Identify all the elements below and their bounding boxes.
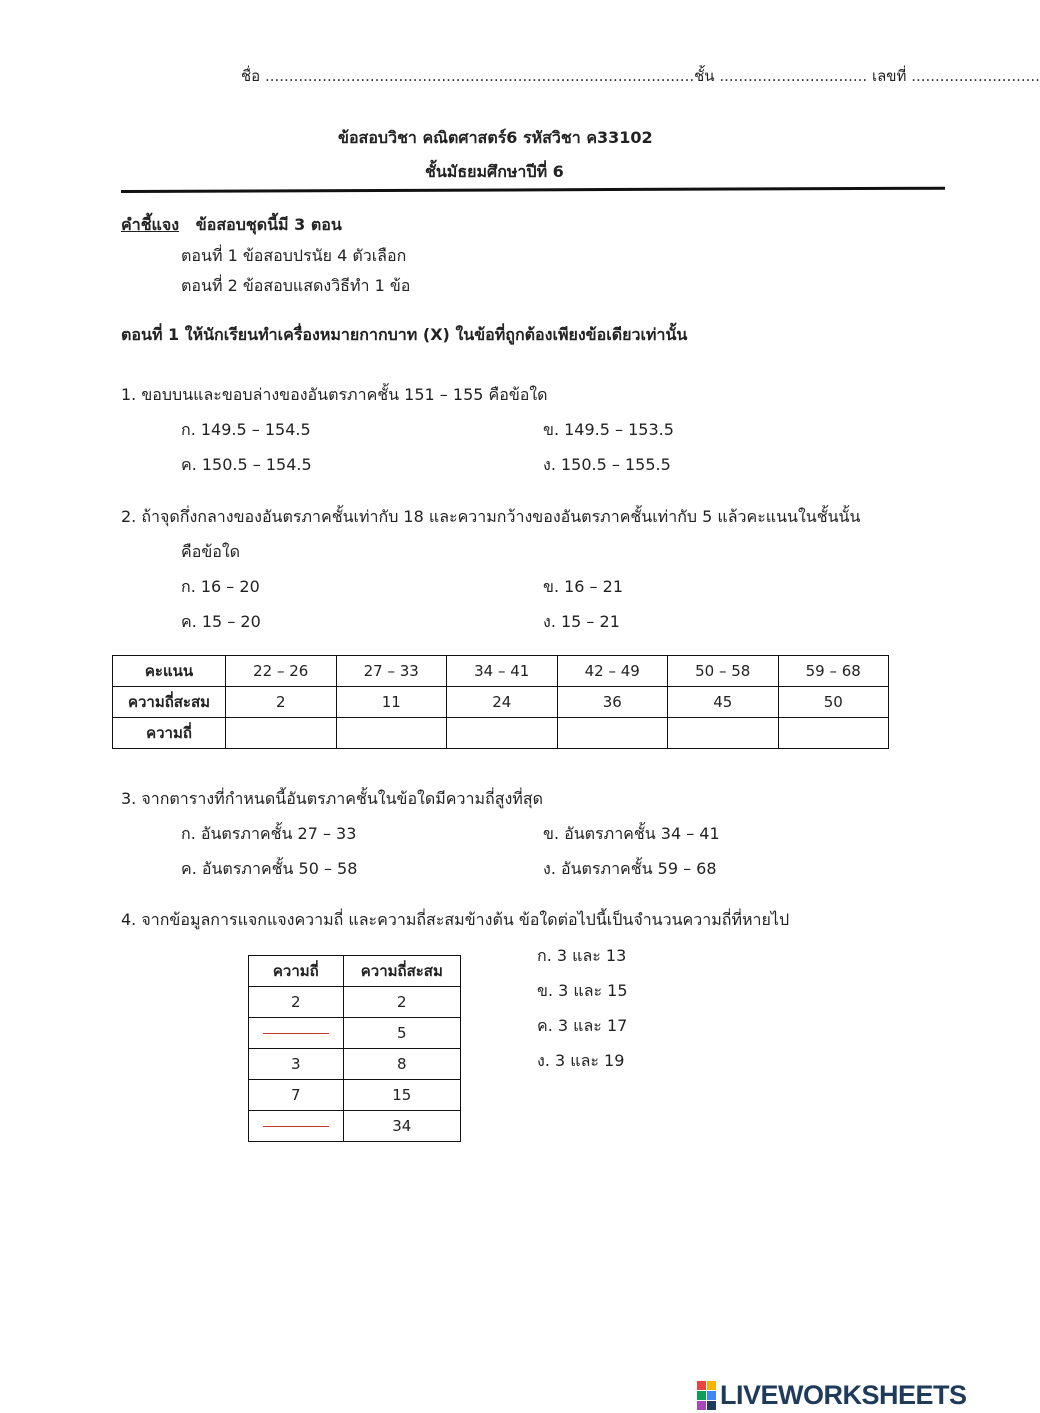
instructions-part1: ตอนที่ 1 ข้อสอบปรนัย 4 ตัวเลือก [181, 246, 407, 265]
score-header: คะแนน [113, 656, 226, 687]
q2-option-b[interactable]: ข. 16 – 21 [543, 577, 623, 596]
cumulative-cell: 5 [343, 1018, 460, 1049]
score-cell: 59 – 68 [778, 656, 889, 687]
table-row [249, 987, 461, 1018]
cumulative-cell: 2 [343, 987, 460, 1018]
cumulative-cell: 36 [557, 687, 668, 718]
name-blank[interactable]: .......................................................................................... [264, 67, 695, 85]
q4-text: 4. จากข้อมูลการแจกแจงความถี่ และความถี่สะสมข้างต้น ข้อใดต่อไปนี้เป็นจำนวนความถี่ที่หายไป [121, 910, 790, 929]
q3-option-b[interactable]: ข. อันตรภาคชั้น 34 – 41 [543, 824, 720, 843]
name-label: ชื่อ [241, 67, 261, 85]
freq-cell: 2 [249, 987, 344, 1018]
q4-option-d[interactable]: ง. 3 และ 19 [537, 1051, 625, 1070]
freq-col-header: ความถี่ [249, 956, 344, 987]
exam-title: ข้อสอบวิชา คณิตศาสตร์6 รหัสวิชา ค33102 [338, 128, 653, 147]
student-info-line [241, 64, 1040, 88]
frequency-table [112, 655, 889, 749]
class-blank[interactable]: ............................... [719, 67, 868, 85]
table-header-row [249, 956, 461, 987]
frequency-blank-cell[interactable] [668, 718, 779, 749]
q1-option-d[interactable]: ง. 150.5 – 155.5 [543, 455, 671, 474]
q3-option-c[interactable]: ค. อันตรภาคชั้น 50 – 58 [181, 859, 358, 878]
instructions-text: ข้อสอบชุดนี้มี 3 ตอน [195, 215, 342, 234]
cumulative-cell: 45 [668, 687, 779, 718]
score-cell: 42 – 49 [557, 656, 668, 687]
frequency-blank-cell[interactable] [336, 718, 447, 749]
cumulative-cell: 24 [447, 687, 558, 718]
q3-text: 3. จากตารางที่กำหนดนี้อันตรภาคชั้นในข้อใดมีความถี่สูงที่สุด [121, 789, 543, 808]
q2-option-a[interactable]: ก. 16 – 20 [181, 577, 260, 596]
frequency-blank-cell[interactable] [557, 718, 668, 749]
freq-cell: 7 [249, 1080, 344, 1111]
cumulative-cell: 34 [343, 1111, 460, 1142]
q2-text-cont: คือข้อใด [181, 542, 241, 561]
score-cell: 50 – 58 [668, 656, 779, 687]
class-label: ชั้น [694, 67, 715, 85]
q1-option-c[interactable]: ค. 150.5 – 154.5 [181, 455, 312, 474]
number-label: เลขที่ [871, 67, 907, 85]
cumulative-col-header: ความถี่สะสม [343, 956, 460, 987]
frequency-blank-cell[interactable] [226, 718, 337, 749]
table-row [249, 1018, 461, 1049]
q2-text: 2. ถ้าจุดกึ่งกลางของอันตรภาคชั้นเท่ากับ 18 และความกว้างของอันตรภาคชั้นเท่ากับ 5 แล้วคะแนนในชั้นนั้น [121, 507, 861, 526]
q1-option-a[interactable]: ก. 149.5 – 154.5 [181, 420, 311, 439]
logo-block [697, 1401, 706, 1410]
part1-heading: ตอนที่ 1 ให้นักเรียนทำเครื่องหมายกากบาท (X) ในข้อที่ถูกต้องเพียงข้อเดียวเท่านั้น [121, 325, 688, 344]
frequency-blank-cell[interactable] [778, 718, 889, 749]
freq-cell: 3 [249, 1049, 344, 1080]
table-row [249, 1111, 461, 1142]
q2-option-d[interactable]: ง. 15 – 21 [543, 612, 620, 631]
logo-block [707, 1381, 716, 1390]
q1-option-b[interactable]: ข. 149.5 – 153.5 [543, 420, 674, 439]
number-blank[interactable]: ........................... [911, 67, 1040, 85]
title-divider [121, 187, 945, 193]
q1-text: 1. ขอบบนและขอบล่างของอันตรภาคชั้น 151 – 155 คือข้อใด [121, 385, 548, 404]
q3-option-d[interactable]: ง. อันตรภาคชั้น 59 – 68 [543, 859, 717, 878]
instructions-part2: ตอนที่ 2 ข้อสอบแสดงวิธีทำ 1 ข้อ [181, 276, 411, 295]
table-row [249, 1080, 461, 1111]
cumulative-cell: 2 [226, 687, 337, 718]
frequency-header: ความถี่ [113, 718, 226, 749]
cumulative-row [113, 687, 889, 718]
missing-value-line [263, 1033, 329, 1034]
frequency-blank-cell[interactable] [447, 718, 558, 749]
missing-freq-cell[interactable] [249, 1111, 344, 1142]
score-cell: 34 – 41 [447, 656, 558, 687]
instructions-label: คำชี้แจง [121, 215, 180, 234]
cumulative-cell: 8 [343, 1049, 460, 1080]
logo-block [707, 1391, 716, 1400]
score-cell: 27 – 33 [336, 656, 447, 687]
exam-grade: ชั้นมัธยมศึกษาปีที่ 6 [425, 162, 564, 181]
logo-text: LIVEWORKSHEETS [720, 1379, 967, 1410]
instructions [121, 213, 342, 238]
score-row [113, 656, 889, 687]
q4-option-c[interactable]: ค. 3 และ 17 [537, 1016, 628, 1035]
logo-block [707, 1401, 716, 1410]
q4-option-b[interactable]: ข. 3 และ 15 [537, 981, 628, 1000]
missing-frequency-table [248, 955, 461, 1142]
score-cell: 22 – 26 [226, 656, 337, 687]
logo-block [697, 1391, 706, 1400]
missing-freq-cell[interactable] [249, 1018, 344, 1049]
missing-value-line [263, 1126, 329, 1127]
q4-option-a[interactable]: ก. 3 และ 13 [537, 946, 627, 965]
q3-option-a[interactable]: ก. อันตรภาคชั้น 27 – 33 [181, 824, 357, 843]
cumulative-header: ความถี่สะสม [113, 687, 226, 718]
table-row [249, 1049, 461, 1080]
logo-mark-icon [697, 1381, 716, 1410]
frequency-row [113, 718, 889, 749]
cumulative-cell: 15 [343, 1080, 460, 1111]
cumulative-cell: 50 [778, 687, 889, 718]
logo-block [697, 1381, 706, 1390]
cumulative-cell: 11 [336, 687, 447, 718]
q2-option-c[interactable]: ค. 15 – 20 [181, 612, 261, 631]
liveworksheets-logo [697, 1378, 967, 1412]
